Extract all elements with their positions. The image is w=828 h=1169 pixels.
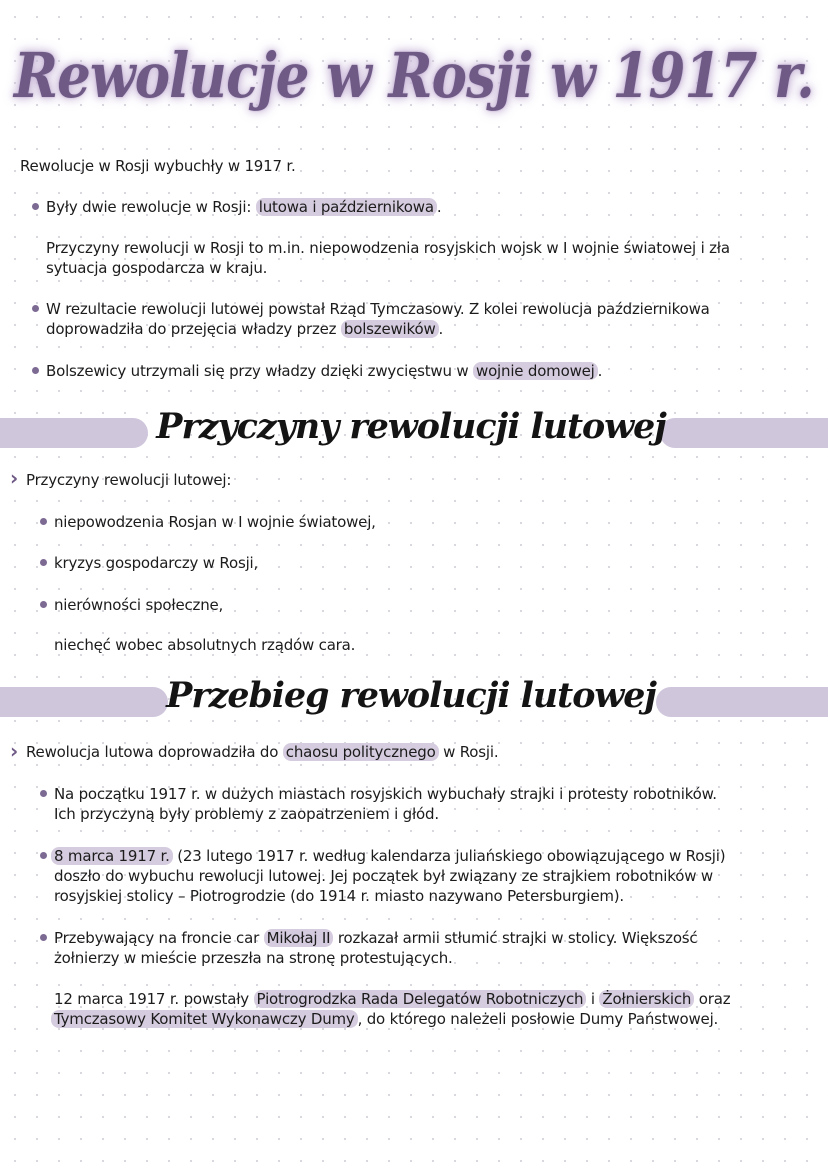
- section2-lead: Rewolucja lutowa doprowadziła do chaosu politycznego w Rosji.: [26, 743, 499, 761]
- highlight: lutowa i październikowa: [256, 198, 437, 216]
- page-title: [14, 26, 824, 126]
- section2-p3-line: Przebywający na froncie car Mikołaj II rozkazał armii stłumić strajki w stolicy. Większość: [54, 929, 698, 947]
- intro-bullet-1: Były dwie rewolucje w Rosji: lutowa i październikowa .: [46, 198, 442, 216]
- bullet-dot: [32, 203, 39, 210]
- section2-p2-line: rosyjskiej stolicy – Piotrogrodzie (do 1914 r. miasto nazywano Petersburgiem).: [54, 887, 625, 905]
- bullet-dot: [40, 559, 47, 566]
- intro-bullet-3: W rezultacie rewolucji lutowej powstał Rząd Tymczasowy. Z kolei rewolucja październikowa: [46, 300, 710, 318]
- intro-line: Rewolucje w Rosji wybuchły w 1917 r.: [20, 157, 296, 175]
- chevron-right-icon: ›: [10, 739, 19, 763]
- section2-p1-line: Ich przyczyną były problemy z zaopatrzeniem i głód.: [54, 805, 439, 823]
- highlight: chaosu politycznego: [283, 743, 439, 761]
- bullet-dot: [40, 601, 47, 608]
- section2-p2-line: 8 marca 1917 r. (23 lutego 1917 r. według kalendarza juliańskiego obowiązującego w Rosji): [51, 846, 725, 866]
- chevron-right-icon: ›: [10, 466, 19, 490]
- bullet-dot: [40, 852, 47, 859]
- list-item: nierówności społeczne,: [54, 596, 224, 614]
- section-heading-causes: Przyczyny rewolucji lutowej: [156, 406, 666, 447]
- list-item: niepowodzenia Rosjan w I wojnie światowej,: [54, 513, 376, 531]
- section1-lead: Przyczyny rewolucji lutowej:: [26, 471, 232, 489]
- bullet-dot: [40, 934, 47, 941]
- highlight: bolszewików: [341, 320, 439, 338]
- bullet-dot: [32, 367, 39, 374]
- list-item: niechęć wobec absolutnych rządów cara.: [54, 636, 356, 654]
- highlight: 8 marca 1917 r.: [51, 847, 173, 865]
- bullet-dot: [40, 518, 47, 525]
- section2-p2-line: doszło do wybuchu rewolucji lutowej. Jej początek był związany ze strajkiem robotników w: [54, 867, 713, 885]
- bullet-dot: [40, 790, 47, 797]
- intro-paragraph-line: Przyczyny rewolucji w Rosji to m.in. niepowodzenia rosyjskich wojsk w I wojnie światowej i zła: [46, 239, 730, 257]
- highlight: Żołnierskich: [599, 990, 694, 1008]
- section2-p3-line: żołnierzy w mieście przeszła na stronę protestujących.: [54, 949, 453, 967]
- section2-p4-line: 12 marca 1917 r. powstały Piotrogrodzka Rada Delegatów Robotniczych i Żołnierskich oraz: [54, 990, 731, 1008]
- list-item: kryzys gospodarczy w Rosji,: [54, 554, 259, 572]
- intro-bullet-4: Bolszewicy utrzymali się przy władzy dzięki zwycięstwu w wojnie domowej .: [46, 362, 603, 380]
- intro-bullet-3-cont: doprowadziła do przejęcia władzy przez bolszewików .: [46, 320, 444, 338]
- highlight: wojnie domowej: [473, 362, 598, 380]
- highlight: Piotrogrodzka Rada Delegatów Robotniczych: [254, 990, 587, 1008]
- highlight: Tymczasowy Komitet Wykonawczy Dumy: [51, 1010, 358, 1028]
- page-title-text: Rewolucje w Rosji w 1917 r.: [14, 39, 814, 112]
- bullet-dot: [32, 305, 39, 312]
- section2-p4-line: Tymczasowy Komitet Wykonawczy Dumy , do którego należeli posłowie Dumy Państwowej.: [51, 1009, 718, 1029]
- highlight: Mikołaj II: [264, 929, 334, 947]
- section2-p1-line: Na początku 1917 r. w dużych miastach rosyjskich wybuchały strajki i protesty robotników.: [54, 785, 717, 803]
- section-heading-course: Przebieg rewolucji lutowej: [166, 675, 657, 716]
- intro-paragraph-line: sytuacja gospodarcza w kraju.: [46, 259, 268, 277]
